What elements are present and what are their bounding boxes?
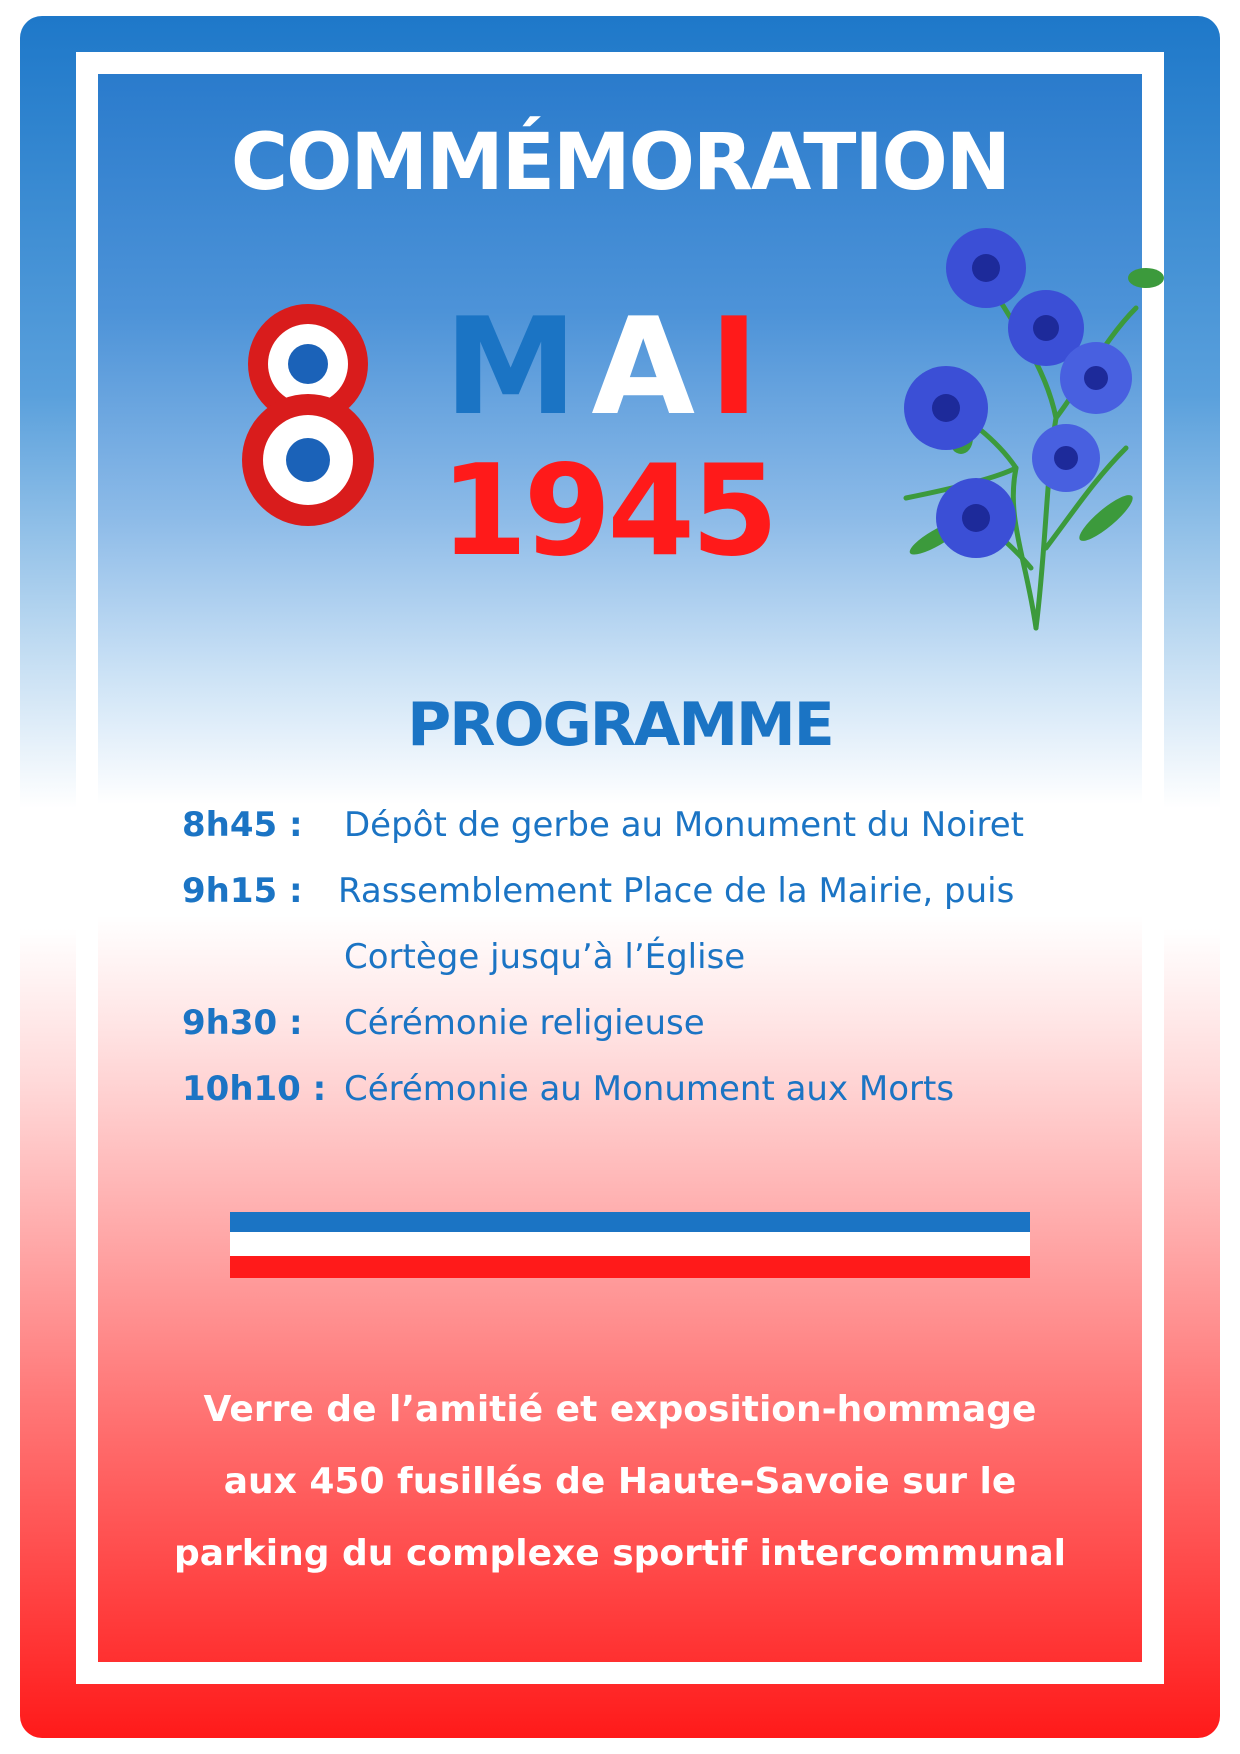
schedule-row — [182, 937, 1082, 1003]
closing-text — [98, 1374, 1142, 1590]
programme-title: PROGRAMME — [407, 690, 833, 760]
closing-line: aux 450 fusillés de Haute-Savoie sur le — [223, 1461, 1017, 1502]
closing-line: parking du complexe sportif intercommunal — [173, 1533, 1066, 1574]
schedule-time: 8h45 : — [182, 805, 303, 845]
year: 1945 — [440, 437, 775, 584]
schedule-row — [182, 871, 1082, 937]
schedule-row — [182, 1003, 1082, 1069]
schedule-description: Rassemblement Place de la Mairie, puis — [338, 871, 1015, 911]
month-letter-a: A — [591, 289, 710, 445]
schedule-description: Dépôt de gerbe au Monument du Noiret — [344, 805, 1024, 845]
schedule — [182, 805, 1082, 1135]
poster-title: COMMÉMORATION — [230, 118, 1010, 208]
closing-line: Verre de l’amitié et exposition-hommage — [203, 1389, 1037, 1430]
schedule-time: 9h15 : — [182, 871, 303, 911]
schedule-description: Cérémonie religieuse — [344, 1003, 705, 1043]
schedule-row — [182, 1069, 1082, 1135]
schedule-row — [182, 805, 1082, 871]
cornflower-icon — [896, 218, 1176, 648]
month-letter-i: I — [709, 289, 773, 445]
tricolor-ribbon-icon — [230, 1212, 1030, 1278]
month-letter-m: M — [444, 289, 592, 445]
schedule-time: 10h10 : — [182, 1069, 327, 1109]
month-name — [444, 289, 773, 445]
schedule-time: 9h30 : — [182, 1003, 303, 1043]
roundel-eight-icon — [238, 304, 378, 528]
schedule-description: Cortège jusqu’à l’Église — [344, 937, 746, 977]
schedule-description: Cérémonie au Monument aux Morts — [344, 1069, 955, 1109]
